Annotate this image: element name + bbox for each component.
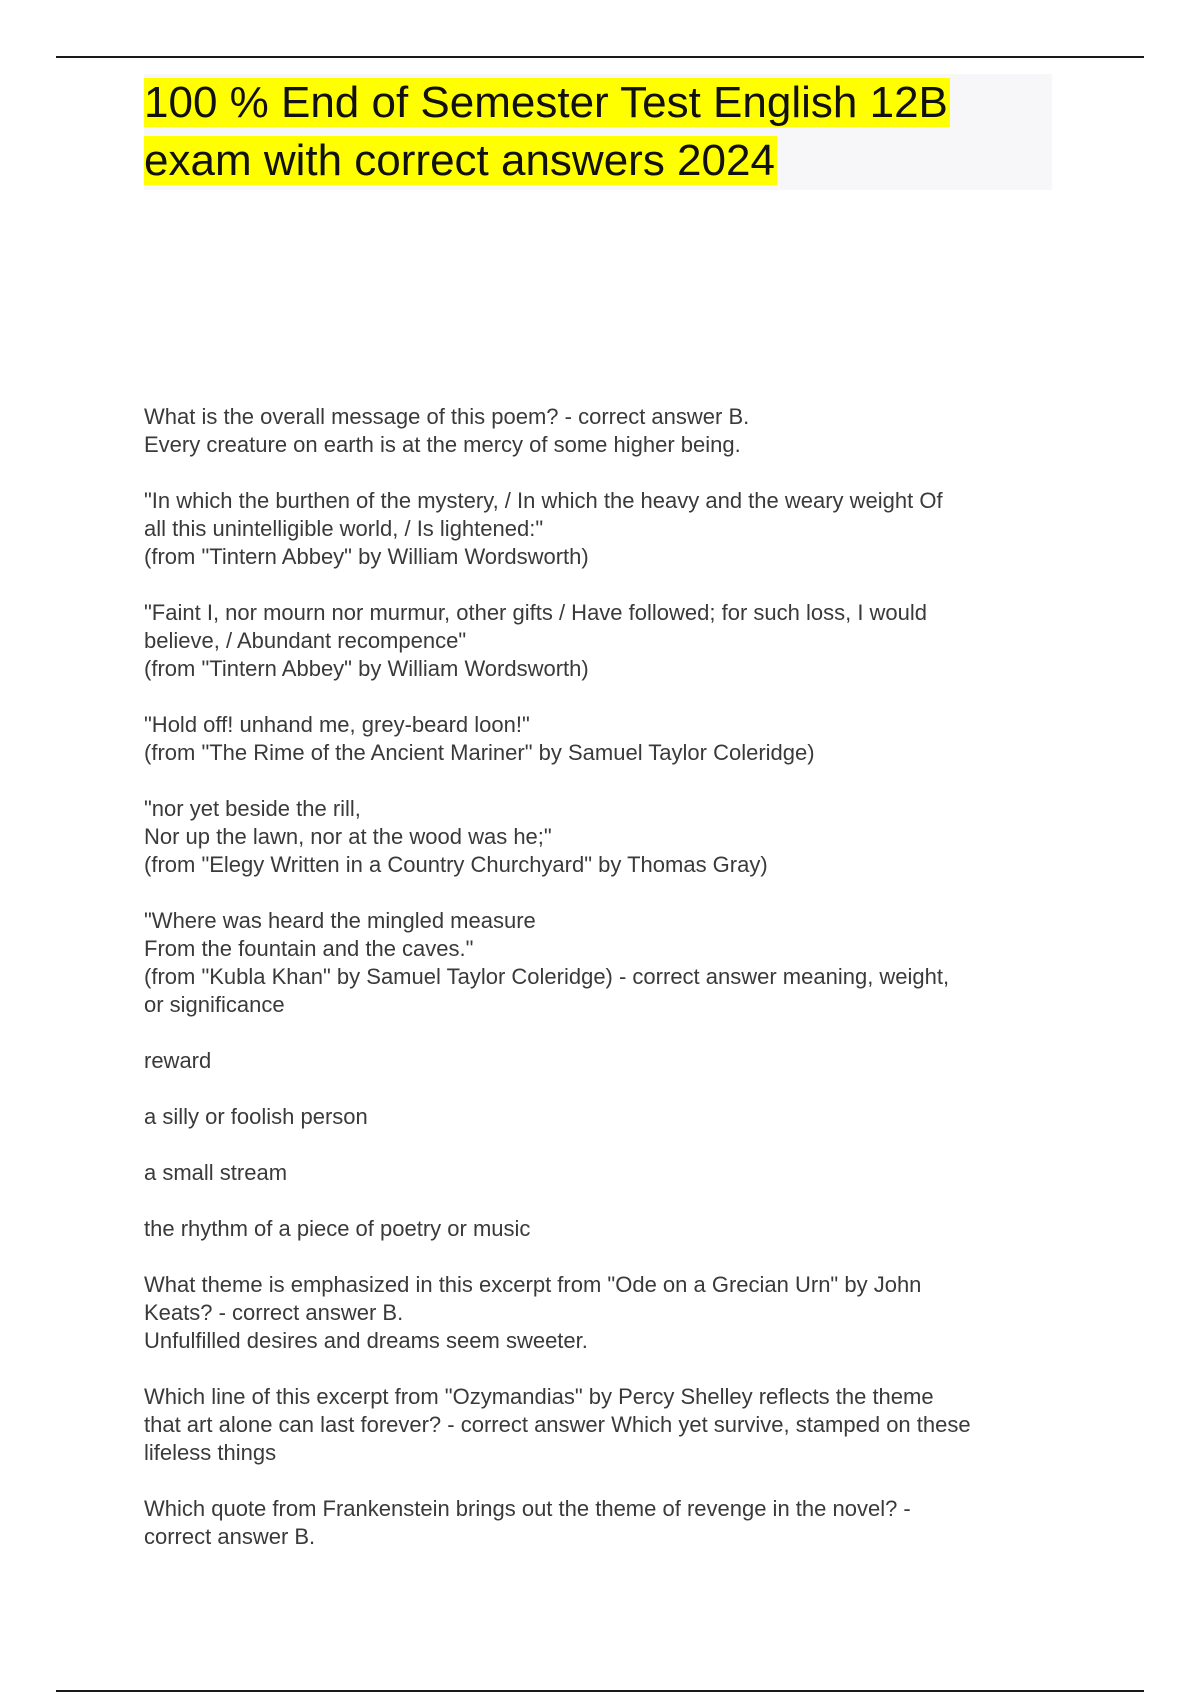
qa-paragraph bbox=[144, 1103, 1064, 1131]
paragraph-line: a silly or foolish person bbox=[144, 1104, 368, 1129]
paragraph-line: "Faint I, nor mourn nor murmur, other gifts / Have followed; for such loss, I would bbox=[144, 600, 928, 625]
paragraph-line: "Where was heard the mingled measure bbox=[144, 908, 536, 933]
paragraph-line: Which quote from Frankenstein brings out the theme of revenge in the novel? - bbox=[144, 1496, 911, 1521]
paragraph-line: reward bbox=[144, 1048, 212, 1073]
paragraph-line: correct answer B. bbox=[144, 1524, 316, 1549]
paragraph-line: Nor up the lawn, nor at the wood was he;" bbox=[144, 824, 552, 849]
paragraph-line: that art alone can last forever? - correct answer Which yet survive, stamped on these bbox=[144, 1412, 971, 1437]
paragraph-line: "nor yet beside the rill, bbox=[144, 796, 361, 821]
paragraph-line: From the fountain and the caves." bbox=[144, 936, 474, 961]
document-body bbox=[144, 403, 1064, 1579]
qa-paragraph bbox=[144, 1047, 1064, 1075]
qa-paragraph bbox=[144, 487, 1064, 571]
paragraph-line: "Hold off! unhand me, grey-beard loon!" bbox=[144, 712, 530, 737]
paragraph-line: lifeless things bbox=[144, 1440, 277, 1465]
paragraph-line: (from "Kubla Khan" by Samuel Taylor Coleridge) - correct answer meaning, weight, bbox=[144, 964, 950, 989]
paragraph-line: Unfulfilled desires and dreams seem sweeter. bbox=[144, 1328, 588, 1353]
paragraph-line: a small stream bbox=[144, 1160, 288, 1185]
qa-paragraph bbox=[144, 1215, 1064, 1243]
paragraph-line: Keats? - correct answer B. bbox=[144, 1300, 404, 1325]
title-line: 100 % End of Semester Test English 12B bbox=[144, 78, 948, 127]
paragraph-line: Every creature on earth is at the mercy of some higher being. bbox=[144, 432, 741, 457]
qa-paragraph bbox=[144, 1159, 1064, 1187]
paragraph-line: "In which the burthen of the mystery, / In which the heavy and the weary weight Of bbox=[144, 488, 943, 513]
paragraph-line: all this unintelligible world, / Is lightened:" bbox=[144, 516, 544, 541]
qa-paragraph bbox=[144, 795, 1064, 879]
page-title bbox=[144, 74, 1052, 190]
paragraph-line: (from "Tintern Abbey" by William Wordsworth) bbox=[144, 544, 589, 569]
qa-paragraph bbox=[144, 1495, 1064, 1551]
qa-paragraph bbox=[144, 1383, 1064, 1467]
bottom-rule bbox=[56, 1690, 1144, 1692]
title-line: exam with correct answers 2024 bbox=[144, 136, 775, 185]
paragraph-line: (from "The Rime of the Ancient Mariner" by Samuel Taylor Coleridge) bbox=[144, 740, 815, 765]
paragraph-line: or significance bbox=[144, 992, 285, 1017]
paragraph-line: (from "Tintern Abbey" by William Wordsworth) bbox=[144, 656, 589, 681]
paragraph-line: What theme is emphasized in this excerpt from "Ode on a Grecian Urn" by John bbox=[144, 1272, 922, 1297]
paragraph-line: the rhythm of a piece of poetry or music bbox=[144, 1216, 531, 1241]
qa-paragraph bbox=[144, 403, 1064, 459]
qa-paragraph bbox=[144, 711, 1064, 767]
title-block bbox=[144, 74, 1052, 190]
qa-paragraph bbox=[144, 907, 1064, 1019]
paragraph-line: believe, / Abundant recompence" bbox=[144, 628, 467, 653]
top-rule bbox=[56, 56, 1144, 58]
paragraph-line: Which line of this excerpt from "Ozymandias" by Percy Shelley reflects the theme bbox=[144, 1384, 934, 1409]
qa-paragraph bbox=[144, 599, 1064, 683]
qa-paragraph bbox=[144, 1271, 1064, 1355]
paragraph-line: (from "Elegy Written in a Country Churchyard" by Thomas Gray) bbox=[144, 852, 768, 877]
paragraph-line: What is the overall message of this poem? - correct answer B. bbox=[144, 404, 750, 429]
